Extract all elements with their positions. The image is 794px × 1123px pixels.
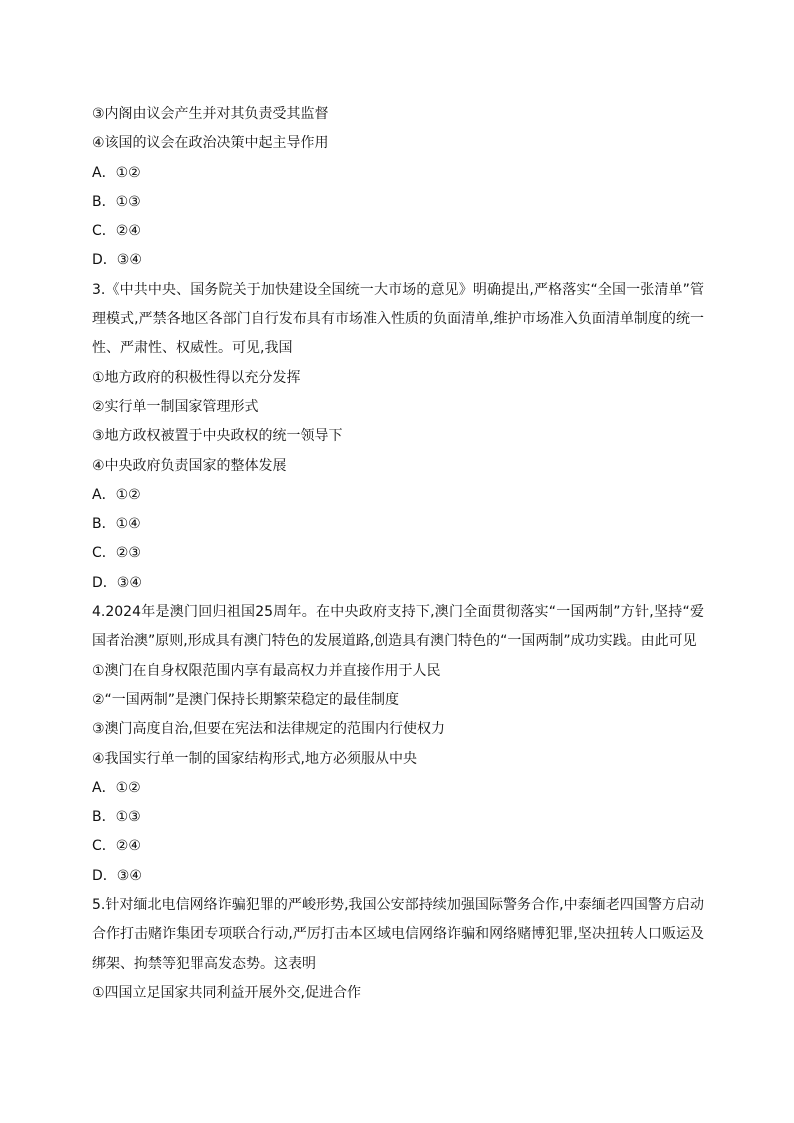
- question-stem: 5.针对缅北电信网络诈骗犯罪的严峻形势,我国公安部持续加强国际警务合作,中泰缅老四国警方启动合作打击赌诈集团专项联合行动,严厉打击本区域电信网络诈骗和网络赌博犯罪,坚决扭转人口贩运及绑架、拘禁等犯罪高发态势。这表明: [92, 897, 704, 972]
- option-d: D．③④: [92, 574, 142, 591]
- statement: ②实行单一制国家管理形式: [92, 398, 259, 415]
- option-d: D．③④: [92, 867, 142, 884]
- option-a: A．①②: [92, 779, 141, 796]
- option-b: B．①④: [92, 516, 141, 533]
- statement: ①四国立足国家共同利益开展外交,促进合作: [92, 984, 361, 1001]
- question-5: [92, 891, 704, 1008]
- option-c: C．②③: [92, 545, 141, 562]
- question-stem: 3.《中共中央、国务院关于加快建设全国统一大市场的意见》明确提出,严格落实“全国一张清单”管理模式,严禁各地区各部门自行发布具有市场准入性质的负面清单,维护市场准入负面清单制度的统一性、严肃性、权威性。可见,我国: [92, 281, 704, 357]
- statement: ③地方政权被置于中央政权的统一领导下: [92, 428, 343, 445]
- statement: ③澳门高度自治,但要在宪法和法律规定的范围内行使权力: [92, 721, 445, 738]
- question-2-continuation: [92, 100, 704, 276]
- statement: ①地方政府的积极性得以充分发挥: [92, 369, 301, 386]
- statement: ②“一国两制”是澳门保持长期繁荣稳定的最佳制度: [92, 691, 400, 708]
- statement: ④该国的议会在政治决策中起主导作用: [92, 135, 329, 152]
- option-a: A．①②: [92, 164, 141, 181]
- statement: ①澳门在自身权限范围内享有最高权力并直接作用于人民: [92, 662, 441, 679]
- question-content: [92, 100, 704, 1008]
- option-c: C．②④: [92, 223, 141, 240]
- option-b: B．①③: [92, 809, 141, 826]
- option-b: B．①③: [92, 193, 141, 210]
- statement: ③内阁由议会产生并对其负责受其监督: [92, 106, 329, 122]
- question-4: [92, 598, 704, 891]
- option-a: A．①②: [92, 486, 141, 503]
- statement: ④中央政府负责国家的整体发展: [92, 457, 287, 474]
- option-c: C．②④: [92, 838, 141, 855]
- question-3: [92, 276, 704, 598]
- question-stem: 4.2024年是澳门回归祖国25周年。在中央政府支持下,澳门全面贯彻落实“一国两制”方针,坚持“爱国者治澳”原则,形成具有澳门特色的发展道路,创造具有澳门特色的“一国两制”成功实践。由此可见: [92, 604, 704, 650]
- option-d: D．③④: [92, 252, 142, 269]
- statement: ④我国实行单一制的国家结构形式,地方必须服从中央: [92, 750, 417, 767]
